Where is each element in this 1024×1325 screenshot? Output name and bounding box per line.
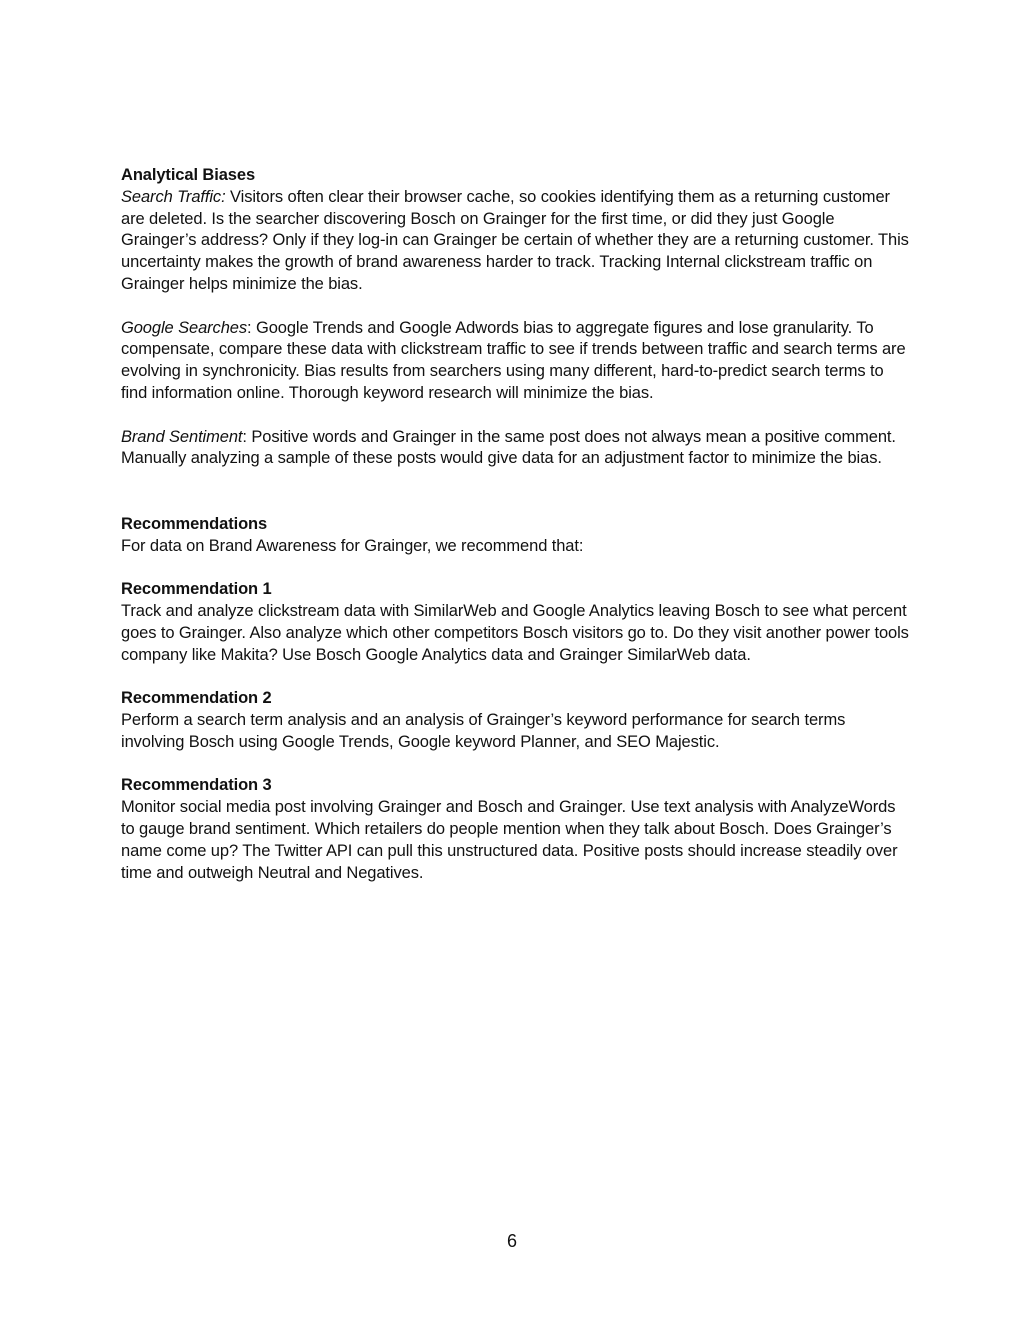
bias-google-searches-text: : Google Trends and Google Adwords bias to aggregate figures and lose granularity. To compensate, compare these data with clickstream traffic to see if trends between traffic and search terms are evolving in synchronicity. Bias results from searchers using many different, hard-to-predict search terms to find information online. Thorough keyword research will minimize the bias. xyxy=(121,318,906,402)
bias-search-traffic-lead: Search Traffic: xyxy=(121,187,226,206)
analytical-biases-heading: Analytical Biases xyxy=(121,166,256,184)
document-page xyxy=(121,165,911,884)
recommendation-1-text: Track and analyze clickstream data with SimilarWeb and Google Analytics leaving Bosch to see what percent goes to Grainger. Also analyze which other competitors Bosch visitors go to. Do they visit another power tools company like Makita? Use Bosch Google Analytics data and Grainger SimilarWeb data. xyxy=(121,601,909,664)
recommendation-1-heading: Recommendation 1 xyxy=(121,580,272,599)
recommendation-3-heading: Recommendation 3 xyxy=(121,776,272,795)
bias-brand-sentiment xyxy=(121,427,911,471)
bias-google-searches xyxy=(121,318,911,405)
bias-search-traffic-text: Visitors often clear their browser cache, so cookies identifying them as a returning customer are deleted. Is the searcher discovering Bosch on Grainger for the first time, or did they just Google Grainger’s address? Only if they log-in can Grainger be certain of whether they are a returning customer. This uncertainty makes the growth of brand awareness harder to track. Tracking Internal clickstream traffic on Grainger helps minimize the bias. xyxy=(121,187,909,293)
bias-brand-sentiment-text: : Positive words and Grainger in the same post does not always mean a positive comment. Manually analyzing a sample of these posts would give data for an adjustment factor to minimize the bias. xyxy=(121,427,896,468)
spacer xyxy=(121,405,911,427)
recommendations-heading: Recommendations xyxy=(121,514,268,533)
spacer xyxy=(121,296,911,318)
recommendation-2-heading: Recommendation 2 xyxy=(121,689,272,708)
recommendation-3-text: Monitor social media post involving Grainger and Bosch and Grainger. Use text analysis with AnalyzeWords to gauge brand sentiment. Which retailers do people mention when they talk about Bosch. Does Grainger’s name come up? The Twitter API can pull this unstructured data. Positive posts should increase steadily over time and outweigh Neutral and Negatives. xyxy=(121,798,898,882)
spacer xyxy=(121,666,911,688)
recommendations-intro: For data on Brand Awareness for Grainger, we recommend that: xyxy=(121,536,584,555)
spacer xyxy=(121,557,911,579)
bias-search-traffic xyxy=(121,187,911,296)
bias-google-searches-lead: Google Searches xyxy=(121,318,247,337)
recommendation-2-text: Perform a search term analysis and an analysis of Grainger’s keyword performance for search terms involving Bosch using Google Trends, Google keyword Planner, and SEO Majestic. xyxy=(121,710,846,751)
spacer xyxy=(121,754,911,776)
bias-brand-sentiment-lead: Brand Sentiment xyxy=(121,427,243,446)
page-number: 6 xyxy=(506,1231,517,1251)
spacer xyxy=(121,470,911,514)
